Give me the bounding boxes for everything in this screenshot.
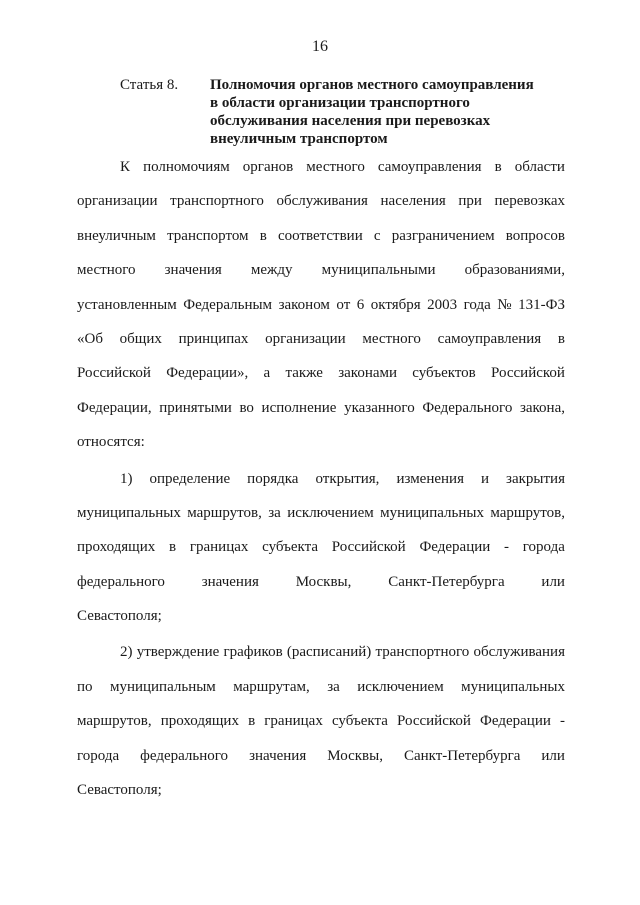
word: утверждение bbox=[136, 644, 220, 661]
word: внеуличным bbox=[77, 227, 156, 244]
word: Федерации, bbox=[77, 399, 152, 416]
word: муниципальных bbox=[77, 504, 181, 521]
text-line bbox=[77, 496, 565, 530]
word: города bbox=[77, 747, 120, 764]
text-line bbox=[77, 739, 565, 773]
article-title bbox=[210, 76, 560, 148]
word: 1) bbox=[120, 470, 133, 487]
word: Санкт-Петербурга bbox=[388, 573, 505, 590]
word: органов bbox=[242, 159, 294, 175]
word: проходящих bbox=[77, 539, 156, 556]
word: маршрутов, bbox=[77, 713, 152, 730]
article-title-line: внеуличным транспортом bbox=[210, 131, 388, 147]
word: закона, bbox=[519, 399, 565, 416]
word: закрытия bbox=[506, 470, 565, 487]
word: Федерации bbox=[419, 539, 491, 556]
word: Российской bbox=[331, 539, 406, 556]
word: перевозках bbox=[494, 193, 565, 210]
word: законами bbox=[338, 365, 398, 382]
word: за bbox=[327, 678, 340, 695]
word: определение bbox=[149, 470, 231, 487]
word: маршрутов, bbox=[187, 504, 262, 521]
article-header bbox=[120, 76, 560, 146]
word: границах bbox=[264, 713, 323, 730]
word: муниципальными bbox=[321, 262, 436, 279]
word: проходящих bbox=[160, 713, 239, 730]
word: 6 bbox=[356, 296, 365, 313]
text-line bbox=[77, 356, 565, 390]
word: - bbox=[559, 713, 565, 730]
word: или bbox=[541, 573, 565, 590]
text-line bbox=[77, 150, 565, 184]
word: местного bbox=[306, 159, 365, 175]
word: обслуживания bbox=[276, 193, 368, 210]
word: исключением bbox=[357, 678, 444, 695]
word: принципах bbox=[178, 330, 249, 347]
text-line: Севастополя; bbox=[77, 608, 162, 625]
word: организации bbox=[265, 330, 346, 347]
word: транспортом bbox=[167, 227, 249, 244]
text-line bbox=[77, 635, 565, 669]
page-number: 16 bbox=[312, 38, 328, 55]
word: маршрутов, bbox=[490, 504, 565, 521]
word: области bbox=[514, 159, 565, 175]
text-line bbox=[77, 288, 565, 322]
word: К bbox=[120, 159, 131, 175]
word: значения bbox=[201, 573, 259, 590]
word: границах bbox=[189, 539, 249, 556]
word: законом bbox=[278, 296, 330, 313]
word: «Об bbox=[77, 330, 103, 347]
word: в bbox=[557, 330, 565, 347]
word: соответствии bbox=[277, 227, 363, 244]
text-line bbox=[77, 253, 565, 287]
word: с bbox=[373, 227, 381, 244]
word: от bbox=[336, 296, 351, 313]
word: муниципальным bbox=[109, 678, 216, 695]
word: субъектов bbox=[412, 365, 476, 382]
text-line: относятся: bbox=[77, 434, 145, 451]
article-label: Статья 8. bbox=[120, 77, 179, 93]
word: (расписаний) bbox=[286, 644, 372, 661]
text-line bbox=[77, 565, 565, 599]
word: разграничением bbox=[391, 227, 495, 244]
word: по bbox=[77, 678, 93, 695]
word: субъекта bbox=[331, 713, 388, 730]
word: октября bbox=[370, 296, 421, 313]
word: указанного bbox=[344, 399, 415, 416]
word: полномочиям bbox=[143, 159, 230, 175]
word: Федеральным bbox=[183, 296, 273, 313]
word: значения bbox=[249, 747, 307, 764]
word: во bbox=[239, 399, 254, 416]
word: маршрутам, bbox=[233, 678, 310, 695]
word: организации bbox=[77, 193, 158, 210]
word: федерального bbox=[77, 573, 165, 590]
word: за bbox=[268, 504, 281, 521]
word: - bbox=[504, 539, 510, 556]
word: между bbox=[250, 262, 293, 279]
word: Федерального bbox=[422, 399, 513, 416]
text-line bbox=[77, 462, 565, 496]
word: исключением bbox=[287, 504, 374, 521]
list-item-2 bbox=[77, 635, 565, 807]
word: местного bbox=[362, 330, 421, 347]
text-line bbox=[77, 704, 565, 738]
text-line bbox=[77, 219, 565, 253]
text-line bbox=[77, 530, 565, 564]
word: самоуправления bbox=[437, 330, 542, 347]
word: в bbox=[248, 713, 256, 730]
word: муниципальных bbox=[461, 678, 565, 695]
word: а bbox=[263, 365, 271, 382]
word: города bbox=[522, 539, 565, 556]
word: исполнение bbox=[261, 399, 337, 416]
word: субъекта bbox=[262, 539, 319, 556]
word: Федерации bbox=[480, 713, 551, 730]
text-line bbox=[77, 670, 565, 704]
word: местного bbox=[77, 262, 136, 279]
word: федерального bbox=[140, 747, 229, 764]
word: или bbox=[541, 747, 565, 764]
text-line bbox=[77, 322, 565, 356]
word: населения bbox=[380, 193, 446, 210]
word: установленным bbox=[77, 296, 177, 313]
article-body bbox=[77, 150, 565, 807]
word: 2) bbox=[120, 644, 133, 661]
word: самоуправления bbox=[377, 159, 482, 175]
word: Санкт-Петербурга bbox=[403, 747, 521, 764]
text-line bbox=[77, 391, 565, 425]
word: Российской bbox=[491, 365, 565, 382]
list-item-1 bbox=[77, 462, 565, 634]
word: вопросов bbox=[505, 227, 565, 244]
text-line bbox=[77, 184, 565, 218]
word: 2003 bbox=[427, 296, 458, 313]
word: года bbox=[463, 296, 491, 313]
word: также bbox=[285, 365, 323, 382]
word: изменения bbox=[396, 470, 464, 487]
word: муниципальных bbox=[380, 504, 484, 521]
word: Москвы, bbox=[295, 573, 352, 590]
word: в bbox=[259, 227, 267, 244]
word: транспортного bbox=[170, 193, 264, 210]
text-line: Севастополя; bbox=[77, 782, 162, 799]
word: открытия, bbox=[315, 470, 380, 487]
word: в bbox=[169, 539, 177, 556]
article-title-line: Полномочия органов местного самоуправления bbox=[210, 77, 534, 93]
word: транспортного bbox=[375, 644, 470, 661]
word: обслуживания bbox=[473, 644, 565, 661]
word: Москвы, bbox=[327, 747, 383, 764]
word: в bbox=[494, 159, 502, 175]
paragraph-intro bbox=[77, 150, 565, 460]
article-title-line: обслуживания населения при перевозках bbox=[210, 113, 491, 129]
word: принятыми bbox=[159, 399, 232, 416]
word: Федерации», bbox=[166, 365, 249, 382]
word: общих bbox=[119, 330, 162, 347]
word: образованиями, bbox=[464, 262, 565, 279]
word: графиков bbox=[223, 644, 283, 661]
word: порядка bbox=[247, 470, 299, 487]
word: Российской bbox=[77, 365, 151, 382]
article-title-line: в области организации транспортного bbox=[210, 95, 470, 111]
word: значения bbox=[164, 262, 222, 279]
word: 131-ФЗ bbox=[518, 296, 565, 313]
word: и bbox=[481, 470, 490, 487]
word: при bbox=[458, 193, 482, 210]
word: № bbox=[497, 296, 512, 313]
word: Российской bbox=[396, 713, 471, 730]
